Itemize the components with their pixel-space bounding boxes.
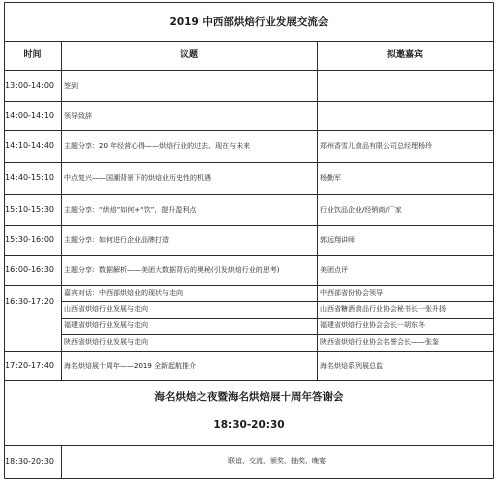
dialogue-topic: 山西省烘焙行业发展与走向: [64, 305, 148, 313]
dialogue-guest: 中西部省份协会领导: [320, 289, 383, 297]
row-time: 14:10-14:40: [5, 141, 54, 150]
row-guest: 郭远翔讲师: [320, 236, 355, 244]
row-time: 14:40-15:10: [5, 173, 54, 182]
row-topic: 海名烘焙展十周年——2019 全新起航推介: [64, 362, 197, 370]
row-guest: 杨勤军: [320, 174, 341, 182]
dialogue-topic: 嘉宾对话：中西部烘焙业的现状与走向: [64, 289, 183, 297]
dialogue-guest: 山西省糖酒食品行业协会秘书长一张升扬: [320, 305, 446, 313]
row-guest: 海名烘焙系列展总监: [320, 362, 383, 370]
row-time: 13:00-14:00: [5, 81, 54, 90]
row-topic: 主题分享：数据解析——美团大数据背后的奥秘(引发烘焙行业的思考): [64, 266, 280, 274]
row-guest: 郑州香雪儿食品有限公司总经理杨玲: [320, 142, 432, 150]
dialogue-topic: 福建省烘焙行业发展与走向: [64, 321, 148, 329]
row-time: 17:20-17:40: [5, 361, 54, 370]
row-topic: 主题分享：如何进行企业品牌打造: [64, 236, 169, 244]
row-time: 18:30-20:30: [5, 457, 54, 466]
row-time: 15:10-15:30: [5, 205, 54, 214]
row-guest: 美团点评: [320, 266, 348, 274]
evening-activities: 联谊、交流、颁奖、抽奖、晚宴: [228, 457, 326, 465]
header-topic: 议题: [179, 50, 198, 60]
row-topic: 中点复兴——国潮背景下的烘焙业历史性的机遇: [64, 174, 211, 182]
row-time: 14:00-14:10: [5, 111, 54, 120]
dialogue-guest: 福建省烘焙行业协会会长一胡东冬: [320, 321, 425, 329]
row-time: 15:30-16:00: [5, 235, 54, 244]
row-topic: 主题分享：20 年经营心得——烘焙行业的过去、现在与未来: [64, 142, 251, 150]
row-time: 16:00-16:30: [5, 265, 54, 274]
row-topic: 主题分享：“烘焙”如何+“饮”，提升盈利点: [64, 206, 197, 214]
dialogue-time: 16:30-17:20: [5, 297, 54, 306]
evening-title: 海名烘焙之夜暨海名烘焙展十周年答谢会: [154, 391, 344, 403]
evening-time-range: 18:30-20:30: [213, 419, 285, 431]
header-time: 时间: [23, 50, 42, 60]
row-guest: 行业饮品企业/经销商/厂家: [320, 206, 402, 214]
dialogue-topic: 陕西省烘焙行业发展与走向: [64, 338, 148, 346]
header-guest: 拟邀嘉宾: [386, 50, 423, 60]
dialogue-guest: 陕西省烘焙行业协会名誉会长——张鉴: [320, 338, 439, 346]
row-topic: 签到: [64, 82, 78, 90]
row-topic: 领导致辞: [64, 112, 92, 120]
page-title: 2019 中西部烘焙行业发展交流会: [169, 16, 329, 28]
